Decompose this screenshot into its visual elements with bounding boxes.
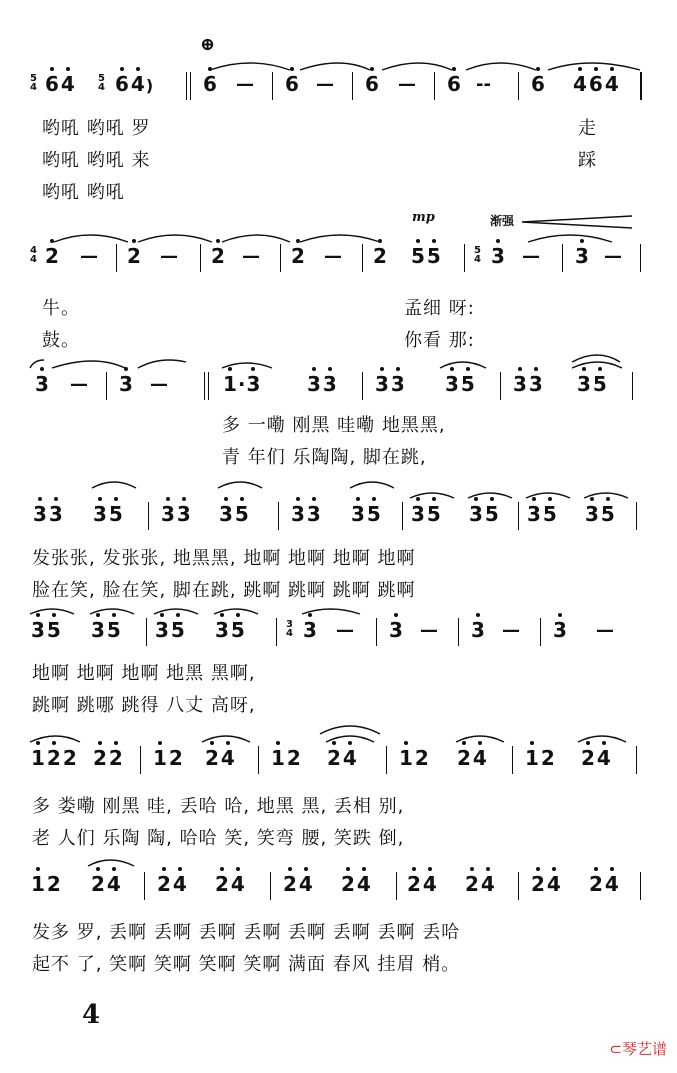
dash: — [336, 620, 354, 641]
barline [562, 244, 563, 272]
dash: — [236, 74, 254, 95]
barline [186, 72, 187, 100]
lyric-line: 哟吼 哟吼 来 [42, 150, 151, 171]
note: 3 [35, 372, 49, 396]
note: 2 [45, 244, 59, 268]
note: 2 [373, 244, 387, 268]
note: 6 [285, 72, 299, 96]
note-group: 3 3 [375, 372, 405, 396]
barline [640, 72, 642, 100]
time-signature: 5 4 [98, 73, 105, 93]
lyric-line: 发多 罗, 丢啊 丢啊 丢啊 丢啊 丢啊 丢啊 丢啊 丢哈 [32, 922, 461, 943]
barline [402, 502, 403, 530]
time-signature: 5 4 [30, 73, 37, 93]
lyric-line: 踩 [578, 150, 597, 171]
barline [458, 618, 459, 646]
barline [632, 372, 633, 400]
note: 2 [211, 244, 225, 268]
staff-system-1 [0, 72, 677, 112]
note: 2 [127, 244, 141, 268]
note: 6 [365, 72, 379, 96]
barline [464, 244, 465, 272]
watermark-text: 琴艺谱 [621, 1040, 667, 1058]
note-group: 2 4 [215, 872, 245, 896]
note-group: 3 5 [93, 502, 123, 526]
lyric-line: 牛。 [42, 298, 80, 319]
lyric-line: 起不 了, 笑啊 笑啊 笑啊 笑啊 满面 春风 挂眉 梢。 [32, 954, 461, 975]
note-group: 3 3 [291, 502, 321, 526]
barline [190, 72, 191, 100]
page-number: 4 [82, 1000, 101, 1030]
note-group: 2 4 [531, 872, 561, 896]
note-group: 3 5 [445, 372, 475, 396]
dash: — [420, 620, 438, 641]
note: 3 [471, 618, 485, 642]
note-group: 5 5 [411, 244, 441, 268]
barline [636, 502, 637, 530]
time-signature: 3 4 [286, 619, 293, 639]
note-group: 2 4 [91, 872, 121, 896]
barline [376, 618, 377, 646]
staff-system-5 [0, 618, 677, 658]
lyric-line: 鼓。 [42, 330, 80, 351]
lyric-line: 你看 那: [404, 330, 475, 351]
barline [106, 372, 107, 400]
dash: — [150, 374, 168, 395]
lyric-line: 走 [578, 118, 597, 139]
staff-system-2 [0, 244, 677, 284]
note-group: 2 4 [581, 746, 611, 770]
note-group: 2 4 [327, 746, 357, 770]
note-group: 3 3 [161, 502, 191, 526]
logo-icon: ⊂ [609, 1040, 622, 1058]
note-group: 3 5 [527, 502, 557, 526]
note: 3 [389, 618, 403, 642]
coda-sign: ⊕ [200, 34, 216, 55]
dash: — [502, 620, 520, 641]
dash: — [70, 374, 88, 395]
barline [352, 72, 353, 100]
barline [116, 244, 117, 272]
lyric-line: 孟细 呀: [404, 298, 475, 319]
barline [140, 746, 141, 774]
barline [146, 618, 147, 646]
note-group: 2 4 [341, 872, 371, 896]
note-group: 2 4 [457, 746, 487, 770]
staff-system-6 [0, 746, 677, 786]
staff-system-7 [0, 872, 677, 912]
lyric-line: 哟吼 哟吼 [42, 182, 125, 203]
note-group: 3 5 [91, 618, 121, 642]
note: 2 [291, 244, 305, 268]
staff-system-4 [0, 502, 677, 542]
note-group: 2 4 [407, 872, 437, 896]
note-group: 6 4) [115, 72, 154, 96]
dynamic-mp: mp [412, 210, 435, 225]
barline [386, 746, 387, 774]
note-group: 3 3 [307, 372, 337, 396]
note: 6 [447, 72, 461, 96]
time-signature: 4 4 [30, 245, 37, 265]
barline [208, 372, 209, 400]
note-group: 4 6 4 [573, 72, 619, 96]
note-group: 1 2 [153, 746, 183, 770]
lyric-line: 脸在笑, 脸在笑, 脚在跳, 跳啊 跳啊 跳啊 跳啊 [32, 580, 416, 601]
note-group: 3 5 [577, 372, 607, 396]
lyric-line: 老 人们 乐陶 陶, 哈哈 笑, 笑弯 腰, 笑跌 倒, [32, 828, 405, 849]
barline [272, 72, 273, 100]
note-group: 1 2 [271, 746, 301, 770]
note-group: 2 4 [589, 872, 619, 896]
barline [204, 372, 205, 400]
note-group: 3 5 [469, 502, 499, 526]
barline [540, 618, 541, 646]
note-group: 3 5 [351, 502, 381, 526]
dash: — [596, 620, 614, 641]
barline [518, 72, 519, 100]
dash: — [80, 246, 98, 267]
watermark-logo [609, 1038, 667, 1059]
barline [640, 244, 641, 272]
note-group: 2 4 [465, 872, 495, 896]
note-group: 3 5 [215, 618, 245, 642]
dash: — [398, 74, 416, 95]
note-group: 2 4 [283, 872, 313, 896]
barline [518, 872, 519, 900]
note-group: 3 5 [219, 502, 249, 526]
dash: — [316, 74, 334, 95]
staff-system-3 [0, 372, 677, 412]
barline [270, 872, 271, 900]
note-group: 1 2 2 [31, 746, 77, 770]
note-group: 3 3 [513, 372, 543, 396]
note-group: 1 2 [31, 872, 61, 896]
barline [500, 372, 501, 400]
lyric-line: 哟吼 哟吼 罗 [42, 118, 151, 139]
barline [518, 502, 519, 530]
barline [362, 244, 363, 272]
note-group: 2 4 [157, 872, 187, 896]
barline [640, 872, 641, 900]
dash: — [604, 246, 622, 267]
lyric-line: 发张张, 发张张, 地黑黑, 地啊 地啊 地啊 地啊 [32, 548, 416, 569]
note-group: 3 5 [155, 618, 185, 642]
lyric-line: 地啊 地啊 地啊 地黑 黑啊, [32, 663, 256, 684]
dash: — [522, 246, 540, 267]
note-group: 2 2 [93, 746, 123, 770]
note-group: 1 2 [525, 746, 555, 770]
note-group: 3 5 [411, 502, 441, 526]
lyric-line: 多 一嘞 刚黑 哇嘞 地黑黑, [222, 415, 446, 436]
note-group: 1 2 [399, 746, 429, 770]
barline [148, 502, 149, 530]
barline [276, 618, 277, 646]
barline [362, 372, 363, 400]
barline [434, 72, 435, 100]
lyric-line: 多 娄嘞 刚黑 哇, 丢哈 哈, 地黑 黑, 丢相 别, [32, 796, 405, 817]
time-signature: 5 4 [474, 245, 481, 265]
dash: — [324, 246, 342, 267]
barline [144, 872, 145, 900]
lyric-line: 跳啊 跳哪 跳得 八丈 高呀, [32, 695, 256, 716]
barline [258, 746, 259, 774]
barline [636, 746, 637, 774]
crescendo-label: 渐强 [490, 214, 515, 228]
note: 3 [491, 244, 505, 268]
dash: — [242, 246, 260, 267]
note-group: 3 3 [33, 502, 63, 526]
note: 6 [203, 72, 217, 96]
note-group: 3 5 [31, 618, 61, 642]
barline [512, 746, 513, 774]
note-group: 3 5 [585, 502, 615, 526]
note: 3 [119, 372, 133, 396]
note-group: 2 4 [205, 746, 235, 770]
lyric-line: 青 年们 乐陶陶, 脚在跳, [222, 447, 427, 468]
note-group: 1·3 [223, 372, 261, 396]
barline [396, 872, 397, 900]
note: 6 [531, 72, 545, 96]
barline [278, 502, 279, 530]
dash: -- [476, 74, 491, 95]
barline [200, 244, 201, 272]
note: 3 [575, 244, 589, 268]
barline [280, 244, 281, 272]
note-group: 6 4 [45, 72, 75, 96]
dash: — [160, 246, 178, 267]
note: 3 [553, 618, 567, 642]
note: 3 [303, 618, 317, 642]
